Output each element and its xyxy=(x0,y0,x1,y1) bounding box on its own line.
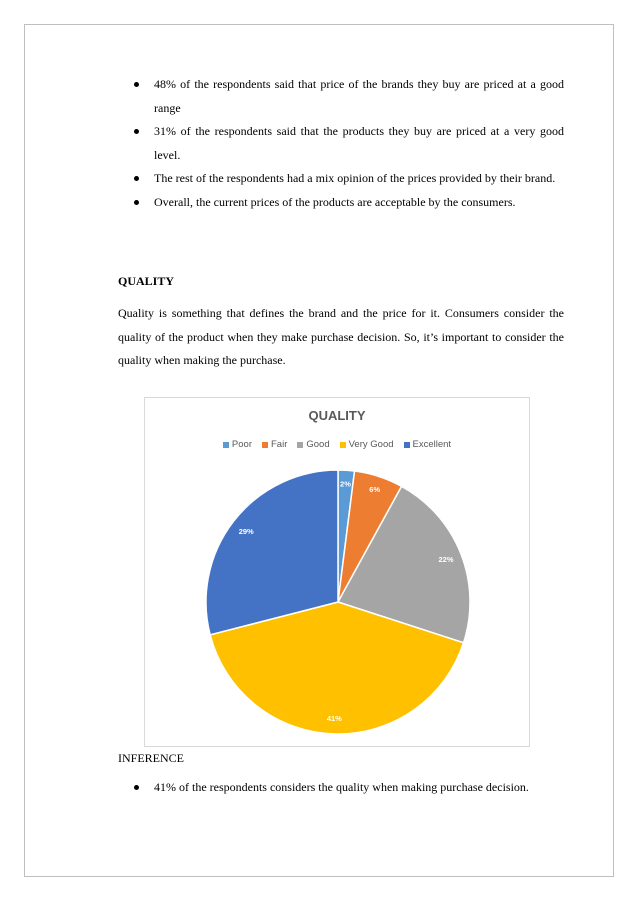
bullet-item: 31% of the respondents said that the products they buy are priced at a very good level. xyxy=(118,120,564,167)
section-heading: QUALITY xyxy=(118,274,175,288)
legend-item: Excellent xyxy=(404,439,452,450)
slice-label: 41% xyxy=(326,714,342,724)
bullet-item: The rest of the respondents had a mix opinion of the prices provided by their brand. xyxy=(118,167,564,191)
bullet-icon xyxy=(134,176,139,181)
chart-title: QUALITY xyxy=(308,408,366,423)
inference-heading: INFERENCE xyxy=(118,751,184,765)
quality-paragraph: Quality is something that defines the brand and the price for it. Consumers consider the quality of the product when they make purchase decision. So, it’s important to consider the quality when making the purchase. xyxy=(118,306,564,367)
inference-bullet-list xyxy=(118,776,564,800)
bullet-item: Overall, the current prices of the products are acceptable by the consumers. xyxy=(118,191,564,215)
bullet-item: 41% of the respondents considers the quality when making purchase decision. xyxy=(118,776,564,800)
legend-item: Poor xyxy=(223,439,252,450)
legend-item: Good xyxy=(297,439,329,450)
legend-item: Very Good xyxy=(340,439,394,450)
bullet-icon xyxy=(134,785,139,790)
legend-item: Fair xyxy=(262,439,287,450)
bullet-icon xyxy=(134,129,139,134)
slice-label: 22% xyxy=(438,555,454,565)
price-bullet-list xyxy=(118,73,564,214)
slice-label: 2% xyxy=(340,479,351,489)
slice-label: 6% xyxy=(369,485,381,495)
quality-pie-chart xyxy=(144,397,530,747)
bullet-icon xyxy=(134,200,139,205)
bullet-icon xyxy=(134,82,139,87)
bullet-item: 48% of the respondents said that price of the brands they buy are priced at a good range xyxy=(118,73,564,120)
pie-svg xyxy=(145,398,531,748)
slice-label: 29% xyxy=(238,526,254,536)
